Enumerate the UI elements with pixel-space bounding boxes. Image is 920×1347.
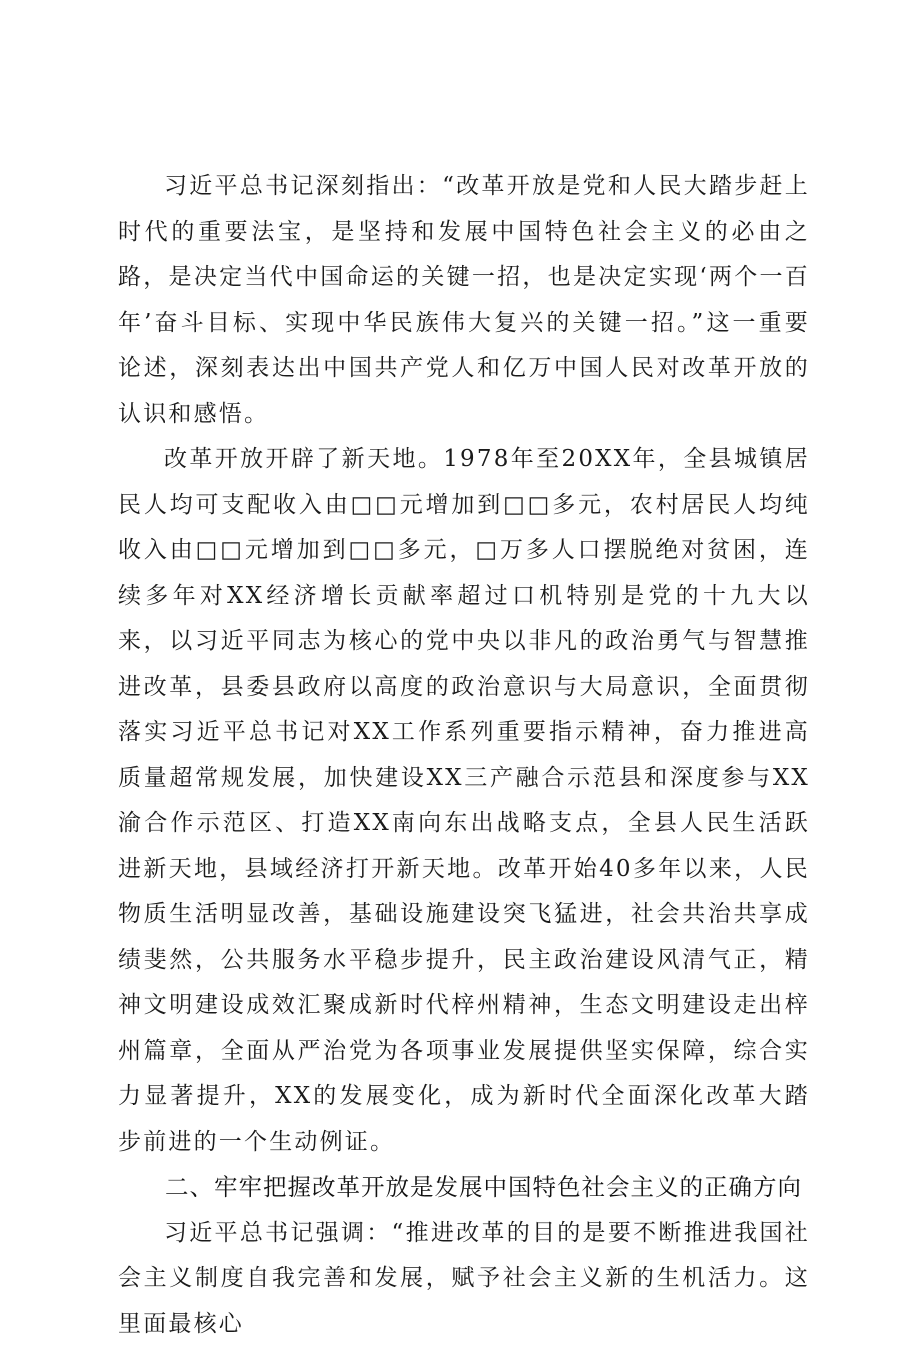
section-heading-two: 二、牢牢把握改革开放是发展中国特色社会主义的正确方向 — [118, 1165, 810, 1211]
paragraph-reform-purpose: 习近平总书记强调：“推进改革的目的是要不断推进我国社会主义制度自我完善和发展，赋予社会主义新的生机活力。这里面最核心 — [118, 1211, 810, 1347]
document-body — [118, 164, 810, 1347]
paragraph-new-world: 改革开放开辟了新天地。1978年至20XX年，全县城镇居民人均可支配收入由□□元增加到□□多元，农村居民人均纯收入由□□元增加到□□多元，□万多人口摆脱绝对贫困，连续多年对XX经济增长贡献率超过口机特别是党的十九大以来，以习近平同志为核心的党中央以非凡的政治勇气与智慧推进改革，县委县政府以高度的政治意识与大局意识，全面贯彻落实习近平总书记对XX工作系列重要指示精神，奋力推进高质量超常规发展，加快建设XX三产融合示范县和深度参与XX渝合作示范区、打造XX南向东出战略支点，全县人民生活跃进新天地，县域经济打开新天地。改革开始40多年以来，人民物质生活明显改善，基础设施建设突飞猛进，社会共治共享成绩斐然，公共服务水平稳步提升，民主政治建设风清气正，精神文明建设成效汇聚成新时代梓州精神，生态文明建设走出梓州篇章，全面从严治党为各项事业发展提供坚实保障，综合实力显著提升，XX的发展变化，成为新时代全面深化改革大踏步前进的一个生动例证。 — [118, 437, 810, 1165]
paragraph-quote-reform: 习近平总书记深刻指出：“改革开放是党和人民大踏步赶上时代的重要法宝，是坚持和发展中国特色社会主义的必由之路，是决定当代中国命运的关键一招，也是决定实现‘两个一百年’奋斗目标、实现中华民族伟大复兴的关键一招。”这一重要论述，深刻表达出中国共产党人和亿万中国人民对改革开放的认识和感悟。 — [118, 164, 810, 437]
